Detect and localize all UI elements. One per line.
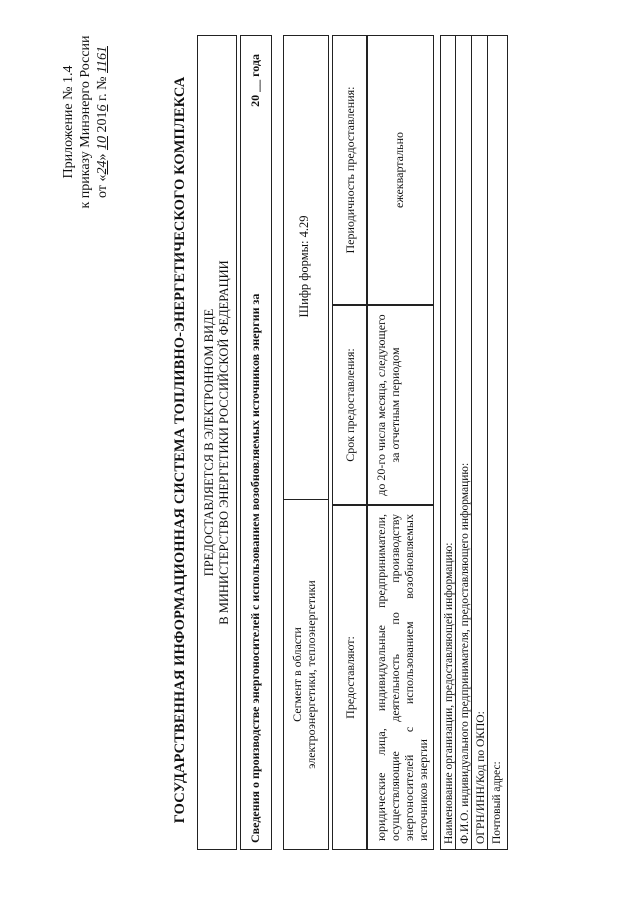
header-deadline: Срок предоставления: <box>332 305 367 505</box>
appendix-block <box>60 7 111 237</box>
header-frequency: Периодичность предоставления: <box>332 35 367 305</box>
org-name-field: Наименование организации, предоставляющей информацию: <box>442 36 456 849</box>
appendix-order-ref: к приказу Минэнерго России <box>78 35 93 209</box>
entrepreneur-name-field: Ф.И.О. индивидуального предпринимателя, предоставляющего информацию: <box>458 36 472 849</box>
cell-frequency: ежеквартально <box>367 35 434 305</box>
appendix-date: от «24» 10 2016 г. № 1161 <box>95 46 110 198</box>
ogrn-inn-okpo-field: ОГРН/ИНН/Код по ОКПО: <box>474 36 488 849</box>
appendix-number: Приложение № 1.4 <box>61 65 76 179</box>
segment-cell <box>284 499 328 849</box>
submission-box <box>197 35 237 850</box>
header-who: Предоставляют: <box>332 505 367 850</box>
cell-who: юридические лица, индивидуальные предприниматели, осуществляющие деятельность по производству энергоносителей с использованием возобновляемых источников энергии <box>367 505 434 850</box>
report-title: Сведения о производстве энергоносителей с использованием возобновляемых источников энергии за <box>248 293 262 843</box>
cell-deadline: до 20-го числа месяца, следующего за отчетным периодом <box>367 305 434 505</box>
form-cipher: Шифр формы: 4.29 <box>297 215 311 318</box>
postal-address-field: Почтовый адрес: <box>491 761 503 844</box>
appendix-order-number: 1161 <box>95 46 110 73</box>
report-title-box <box>240 35 272 850</box>
appendix-day: 24 <box>95 160 110 175</box>
appendix-month: 10 <box>95 136 110 151</box>
system-title: ГОСУДАРСТВЕННАЯ ИНФОРМАЦИОННАЯ СИСТЕМА ТОПЛИВНО-ЭНЕРГЕТИЧЕСКОГО КОМПЛЕКСА <box>172 76 188 824</box>
respondent-info-box <box>440 35 508 850</box>
appendix-year-digit: 6 <box>95 104 110 112</box>
segment-box <box>283 35 329 850</box>
report-period: 20 __ года <box>248 54 262 107</box>
segment-line-1: Сегмент в области <box>290 627 304 722</box>
submission-table <box>332 35 436 850</box>
segment-line-2: электроэнергетики, теплоэнергетики <box>304 580 318 769</box>
submission-line-1: ПРЕДОСТАВЛЯЕТСЯ В ЭЛЕКТРОННОМ ВИДЕ <box>202 308 216 577</box>
submission-line-2: В МИНИСТЕРСТВО ЭНЕРГЕТИКИ РОССИЙСКОЙ ФЕДЕРАЦИИ <box>217 260 231 625</box>
